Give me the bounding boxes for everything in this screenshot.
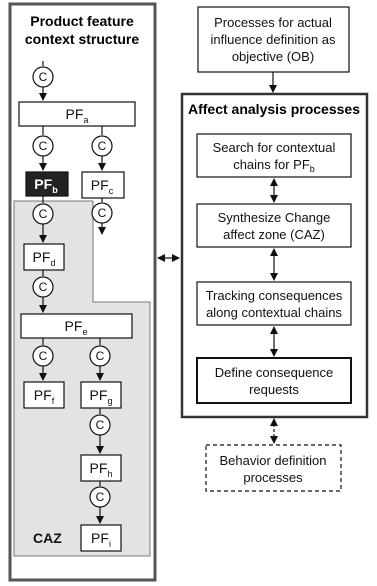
svg-text:Synthesize Change: Synthesize Change [217, 210, 331, 225]
svg-text:Behavior definition: Behavior definition [219, 453, 327, 468]
svg-text:Define consequence: Define consequence [214, 365, 334, 380]
svg-text:Tracking consequences: Tracking consequences [205, 288, 343, 303]
svg-text:PFf: $PF_f$ [33, 387, 55, 406]
svg-text:C: C [97, 139, 107, 153]
svg-text:along contextual chains: along contextual chains [206, 305, 342, 320]
affect-analysis-title: Affect analysis processes [188, 101, 360, 117]
svg-text:C: C [95, 418, 105, 432]
svg-text:affect zone (CAZ): affect zone (CAZ) [223, 227, 325, 242]
svg-text:chains for PFb: chains for $PF_b$ [233, 157, 315, 174]
svg-text:influence definition as: influence definition as [210, 32, 336, 47]
objective-process-box [198, 7, 349, 72]
feature-box-pfd [24, 244, 64, 270]
svg-text:C: C [95, 349, 105, 363]
left-title-line2: context structure [24, 31, 140, 47]
left-title-line1: Product feature [30, 13, 134, 29]
svg-text:objective (OB): objective (OB) [231, 49, 315, 64]
svg-text:Processes for actual: Processes for actual [214, 15, 332, 30]
svg-text:PFa: $PF_a$ [65, 106, 89, 125]
svg-text:requests: requests [249, 382, 299, 397]
feature-box-pfg [81, 382, 121, 408]
svg-text:C: C [38, 70, 48, 84]
feature-box-pfa [19, 102, 135, 126]
svg-text:PFb: $PF_b$ [34, 176, 58, 195]
svg-text:C: C [38, 139, 48, 153]
feature-box-pfi [81, 525, 121, 551]
step-search-chains [197, 134, 351, 177]
caz-label: CAZ [33, 530, 62, 546]
svg-text:PFh: $PF_h$ [89, 460, 113, 479]
step-define-requests [197, 358, 351, 403]
svg-text:C: C [38, 349, 48, 363]
svg-text:C: C [38, 207, 48, 221]
svg-text:PFi: $PF_i$ [91, 530, 111, 549]
svg-text:C: C [38, 280, 48, 294]
behavior-definition-box [206, 445, 341, 491]
feature-box-pfc [82, 172, 124, 198]
feature-box-pfh [81, 455, 121, 481]
feature-box-pfe [21, 314, 132, 338]
svg-text:C: C [97, 206, 107, 220]
svg-text:processes: processes [243, 470, 303, 485]
step-tracking-consequences [197, 282, 351, 325]
svg-text:Search for contextual: Search for contextual [212, 140, 336, 155]
svg-text:C: C [95, 490, 105, 504]
svg-text:PFd: $PF_d$ [32, 249, 56, 268]
feature-box-pfb-highlighted [26, 172, 68, 196]
svg-text:PFg: $PF_g$ [89, 387, 113, 406]
svg-text:PFc: $PF_c$ [90, 177, 114, 196]
svg-text:PFe: $PF_e$ [64, 318, 88, 337]
feature-box-pff [24, 382, 64, 408]
step-synthesize-caz [197, 204, 351, 247]
